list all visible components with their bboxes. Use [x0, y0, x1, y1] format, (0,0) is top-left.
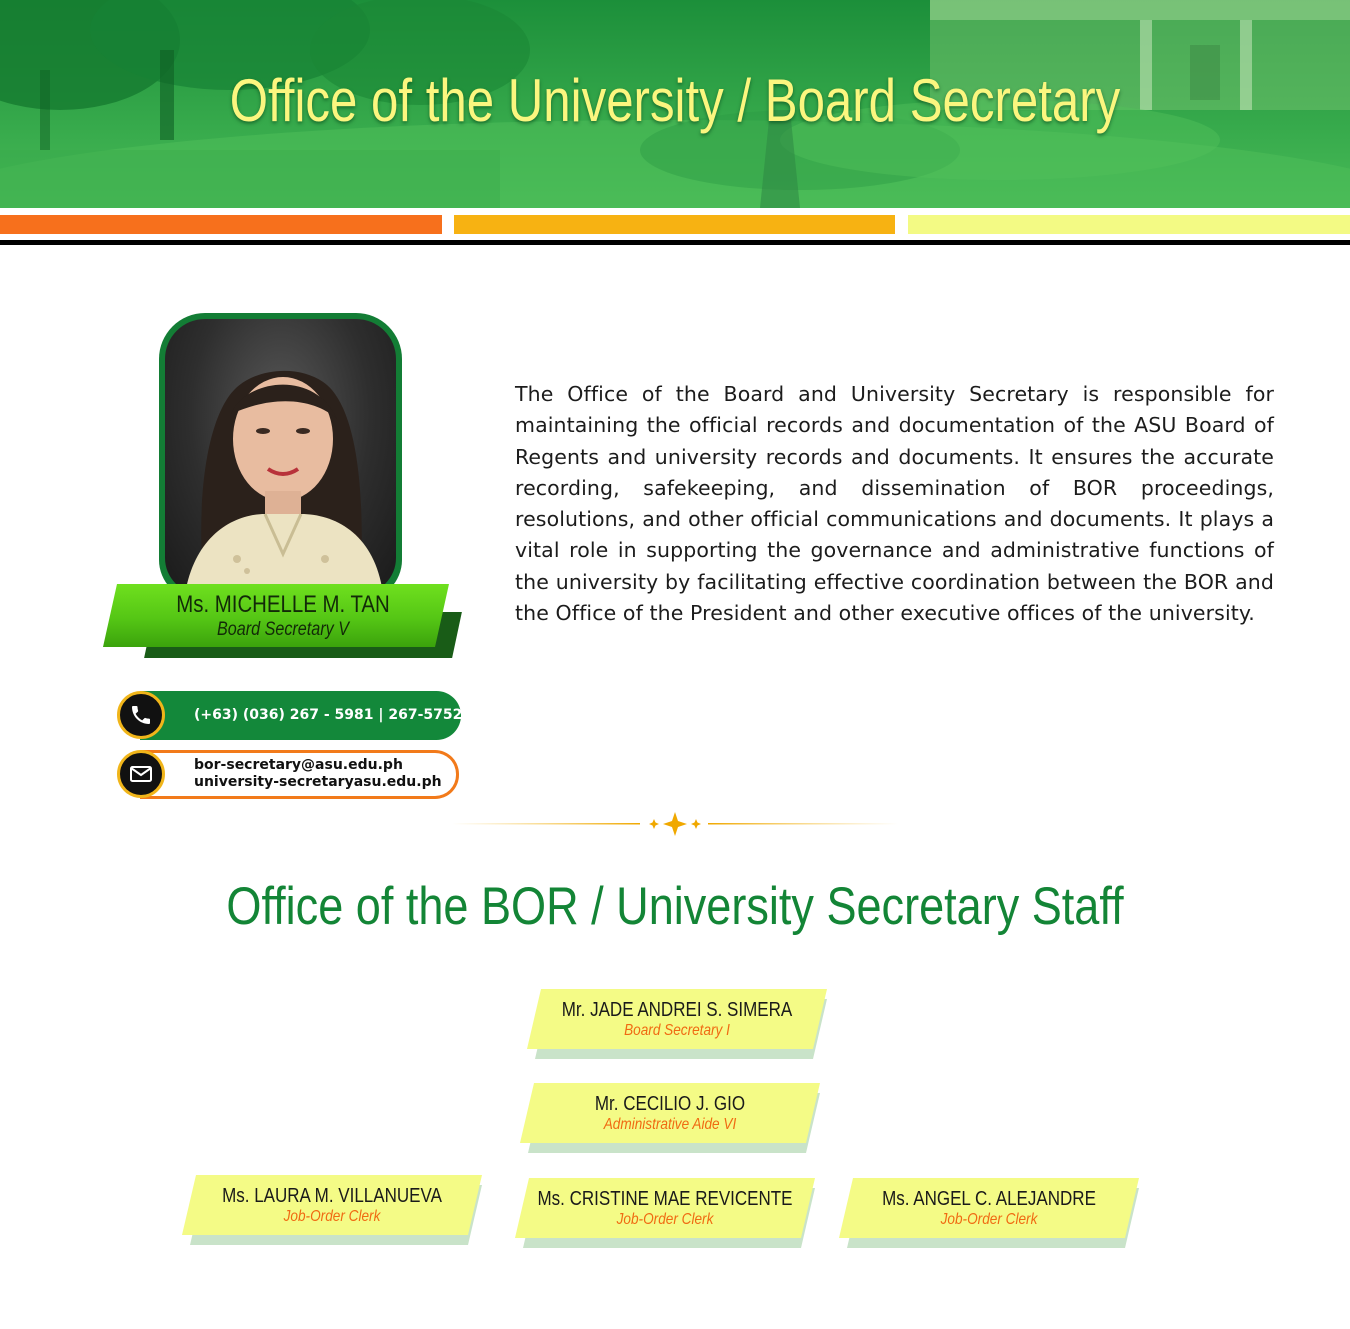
staff-role: Job-Order Clerk	[283, 1208, 381, 1225]
director-portrait-frame	[159, 313, 402, 600]
sparkle-icon	[649, 812, 701, 836]
staff-card	[520, 1083, 820, 1149]
staff-name: Ms. CRISTINE MAE REVICENTE	[537, 1188, 793, 1210]
yellow-accent-stripe	[908, 215, 1350, 234]
staff-section-heading: Office of the BOR / University Secretary Staff	[226, 877, 1124, 936]
office-description: The Office of the Board and University Secretary is responsible for maintaining the official records and documentation of the ASU Board of Regents and university records and documents. It ensures the accurate recording, safekeeping, and dissemination of BOR proceedings, resolutions, and other official communications and documents. It plays a vital role in supporting the governance and administrative functions of the university by facilitating effective coordination between the BOR and the Office of the President and other executive offices of the university.	[515, 382, 1274, 626]
director-name: Ms. MICHELLE M. TAN	[176, 591, 390, 618]
phone-icon	[117, 691, 165, 739]
header-banner	[0, 0, 1350, 208]
staff-role: Job-Order Clerk	[616, 1211, 714, 1228]
director-position: Board Secretary V	[217, 619, 349, 640]
staff-name: Ms. LAURA M. VILLANUEVA	[222, 1185, 442, 1207]
staff-name: Mr. CECILIO J. GIO	[594, 1093, 746, 1115]
orange-accent-stripe	[0, 215, 442, 234]
sparkle-divider	[452, 812, 898, 836]
staff-role: Job-Order Clerk	[940, 1211, 1038, 1228]
director-photo	[165, 319, 396, 594]
staff-card	[839, 1178, 1139, 1244]
staff-name: Ms. ANGEL C. ALEJANDRE	[882, 1188, 1096, 1210]
page-title: Office of the University / Board Secretary	[229, 67, 1121, 134]
email-link-secondary[interactable]: university-secretaryasu.edu.ph	[194, 774, 442, 790]
staff-card	[182, 1175, 482, 1241]
envelope-icon	[117, 750, 165, 798]
staff-card	[515, 1178, 815, 1244]
staff-role: Administrative Aide VI	[603, 1116, 737, 1133]
email-link-primary[interactable]: bor-secretary@asu.edu.ph	[194, 757, 403, 773]
staff-name: Mr. JADE ANDREI S. SIMERA	[561, 999, 793, 1021]
email-addresses	[194, 757, 442, 791]
staff-role: Board Secretary I	[624, 1022, 730, 1039]
amber-accent-stripe	[454, 215, 895, 234]
staff-card	[527, 989, 827, 1055]
header-divider-line	[0, 240, 1350, 245]
phone-number[interactable]: (+63) (036) 267 - 5981 | 267-5752	[194, 707, 463, 723]
